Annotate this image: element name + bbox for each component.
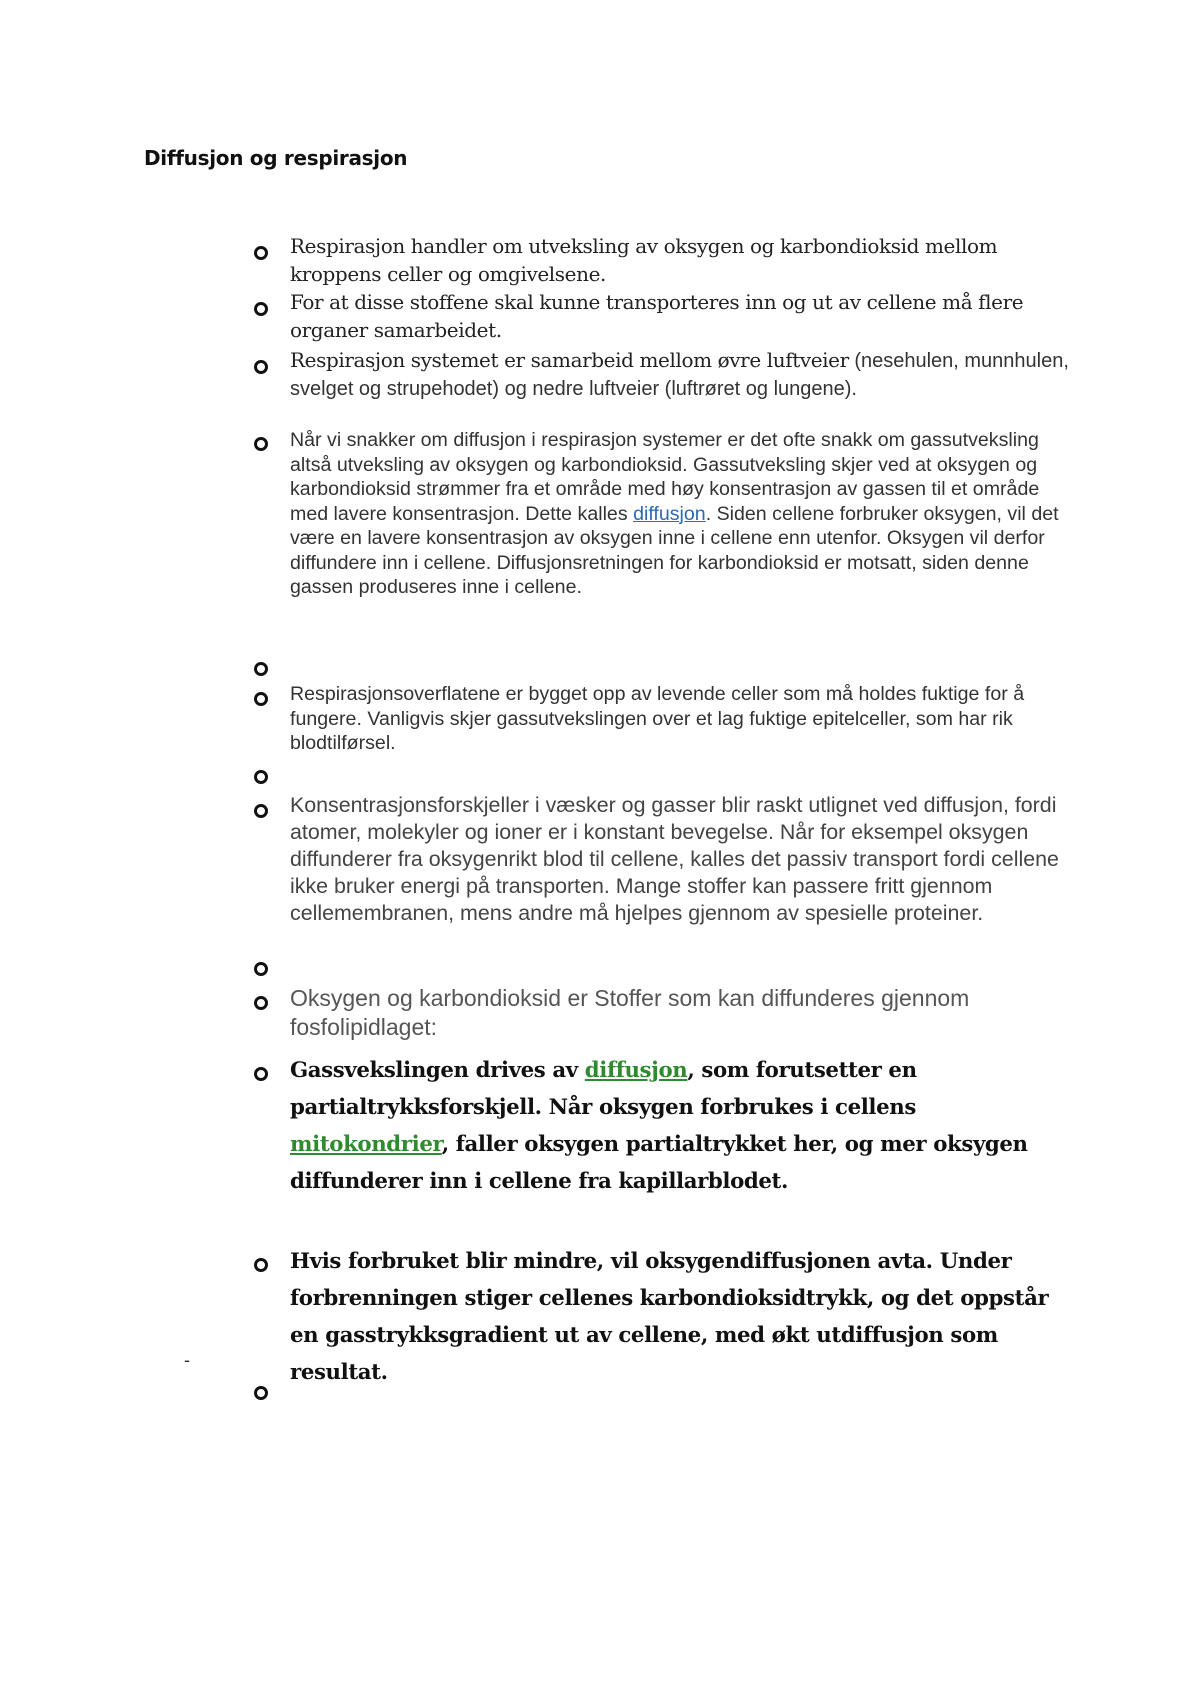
document-title: Diffusjon og respirasjon — [144, 146, 408, 170]
mitokondrier-link[interactable]: mitokondrier — [290, 1132, 442, 1157]
hollow-bullet-icon — [254, 996, 268, 1010]
list-item-text: Respirasjon handler om utveksling av oksygen og karbondioksid mellom kroppens celler og omgivelsene. — [290, 234, 998, 286]
list-item-text: Gassvekslingen drives av diffusjon, som forutsetter en partialtrykksforskjell. Når oksygen forbrukes i cellens mitokondrier, faller oksygen partialtrykket her, og mer oksygen diffunderer inn i cellene fra kapillarblodet. — [290, 1058, 1028, 1194]
list-item-text: Respirasjon systemet er samarbeid mellom øvre luftveier (nesehulen, munnhulen, svelget og strupehodet) og nedre luftveier (luftrøret og lungene). — [290, 348, 1069, 400]
hollow-bullet-icon — [254, 962, 268, 976]
diffusjon-link-green[interactable]: diffusjon — [584, 1058, 688, 1083]
hollow-bullet-icon — [254, 360, 268, 374]
hollow-bullet-icon — [254, 246, 268, 260]
list-item-text: Respirasjonsoverflatene er bygget opp av levende celler som må holdes fuktige for å fungere. Vanligvis skjer gassutvekslingen over et lag fuktige epitelceller, som har rik blodtilførsel. — [290, 683, 1025, 754]
hollow-bullet-icon — [254, 1386, 268, 1400]
hollow-bullet-icon — [254, 692, 268, 706]
diffusjon-link[interactable]: diffusjon — [633, 502, 706, 525]
list-item-text: Konsentrasjonsforskjeller i væsker og gasser blir raskt utlignet ved diffusjon, fordi atomer, molekyler og ioner er i konstant bevegelse. Når for eksempel oksygen diffunderer fra oksygenrikt blod til cellene, kalles det passiv transport fordi cellene ikke bruker energi på transporten. Mange stoffer kan passere fritt gjennom cellemembranen, mens andre må hjelpes gjennom av spesielle proteiner. — [290, 793, 1059, 925]
hollow-bullet-icon — [254, 302, 268, 316]
list-item-text: For at disse stoffene skal kunne transporteres inn og ut av cellene må flere organer samarbeidet. — [290, 290, 1024, 342]
list-item-text: Hvis forbruket blir mindre, vil oksygendiffusjonen avta. Under forbrenningen stiger cellenes karbondioksidtrykk, og det oppstår en gasstrykksgradient ut av cellene, med økt utdiffusjon som resultat. — [290, 1249, 1049, 1385]
hollow-bullet-icon — [254, 1067, 268, 1081]
hollow-bullet-icon — [254, 662, 268, 676]
list-item-text: Oksygen og karbondioksid er Stoffer som kan diffunderes gjennom fosfolipidlaget: — [290, 985, 970, 1040]
hollow-bullet-icon — [254, 1258, 268, 1272]
hollow-bullet-icon — [254, 770, 268, 784]
stray-dash: - — [184, 1350, 190, 1370]
hollow-bullet-icon — [254, 437, 268, 451]
list-item-text: Når vi snakker om diffusjon i respirasjon systemer er det ofte snakk om gassutveksling altså utveksling av oksygen og karbondioksid. Gassutveksling skjer ved at oksygen og karbondioksid strømmer fra et område med høy konsentrasjon av gassen til et område med lavere konsentrasjon. Dette kalles diffusjon. Siden cellene forbruker oksygen, vil det være en lavere konsentrasjon av oksygen inne i cellene enn utenfor. Oksygen vil derfor diffundere inn i cellene. Diffusjonsretningen for karbondioksid er motsatt, siden denne gassen produseres inne i cellene. — [290, 429, 1059, 598]
hollow-bullet-icon — [254, 804, 268, 818]
